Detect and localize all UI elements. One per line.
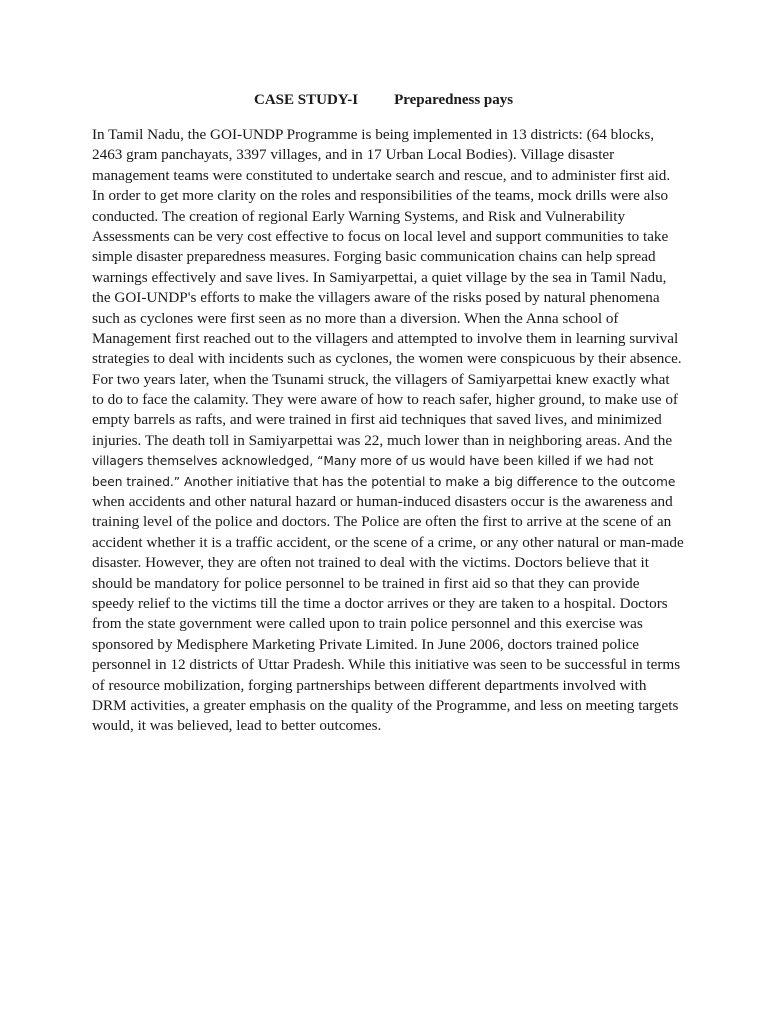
text-line: In Tamil Nadu, the GOI-UNDP Programme is being implemented in 13 districts: (64 blocks, [92, 126, 655, 143]
text-line: would, it was believed, lead to better outcomes. [92, 717, 382, 735]
case-study-heading [254, 92, 513, 109]
text-line: management teams were constituted to undertake search and rescue, and to administer first aid. [92, 166, 671, 184]
text-line: disaster. However, they are often not trained to deal with the victims. Doctors believe that it [92, 554, 649, 572]
text-line: of resource mobilization, forging partnerships between different departments involved with [92, 676, 647, 694]
text-line: 2463 gram panchayats, 3397 villages, and in 17 Urban Local Bodies). Village disaster [92, 146, 615, 164]
case-study-title: Preparedness pays [394, 92, 514, 108]
case-study-label: CASE STUDY-I [254, 92, 359, 108]
text-line: In order to get more clarity on the roles and responsibilities of the teams, mock drills were also [92, 187, 669, 205]
text-line: For two years later, when the Tsunami struck, the villagers of Samiyarpettai knew exactly what [92, 370, 670, 388]
text-line: when accidents and other natural hazard or human-induced disasters occur is the awareness and [92, 493, 673, 511]
text-line-quote: villagers themselves acknowledged, “Many more of us would have been killed if we had not [92, 454, 654, 469]
text-line: personnel in 12 districts of Uttar Pradesh. While this initiative was seen to be successful in terms [92, 656, 681, 674]
text-line: the GOI-UNDP's efforts to make the villagers aware of the risks posed by natural phenomena [92, 289, 660, 307]
text-line: empty barrels as rafts, and were trained in first aid techniques that saved lives, and minimized [92, 411, 662, 429]
text-line: conducted. The creation of regional Early Warning Systems, and Risk and Vulnerability [92, 207, 626, 225]
text-line: speedy relief to the victims till the time a doctor arrives or they are taken to a hospital. Doctors [92, 594, 668, 612]
text-line: injuries. The death toll in Samiyarpettai was 22, much lower than in neighboring areas. And the [92, 431, 673, 449]
text-line: Assessments can be very cost effective to focus on local level and support communities to take [92, 227, 669, 245]
case-study-body [92, 125, 692, 737]
text-line-quote: been trained.” Another initiative that has the potential to make a big difference to the outcome [92, 474, 676, 489]
text-line: simple disaster preparedness measures. Forging basic communication chains can help spread [92, 248, 656, 266]
text-line: to do to face the calamity. They were aware of how to reach safer, higher ground, to make use of [92, 391, 678, 409]
text-line: such as cyclones were first seen as no more than a diversion. When the Anna school of [92, 309, 619, 327]
text-line: from the state government were called upon to train police personnel and this exercise was [92, 615, 643, 633]
text-line: sponsored by Medisphere Marketing Private Limited. In June 2006, doctors trained police [92, 635, 640, 653]
text-line: accident whether it is a traffic accident, or the scene of a crime, or any other natural or man-made [92, 533, 684, 551]
text-line: DRM activities, a greater emphasis on the quality of the Programme, and less on meeting targets [92, 696, 679, 714]
text-line: strategies to deal with incidents such as cyclones, the women were conspicuous by their absence. [92, 350, 682, 368]
text-line: training level of the police and doctors. The Police are often the first to arrive at the scene of an [92, 513, 672, 531]
text-line: should be mandatory for police personnel to be trained in first aid so that they can provide [92, 574, 640, 592]
text-line: Management first reached out to the villagers and attempted to involve them in learning survival [92, 329, 679, 347]
text-line: warnings effectively and save lives. In Samiyarpettai, a quiet village by the sea in Tamil Nadu, [92, 268, 667, 286]
